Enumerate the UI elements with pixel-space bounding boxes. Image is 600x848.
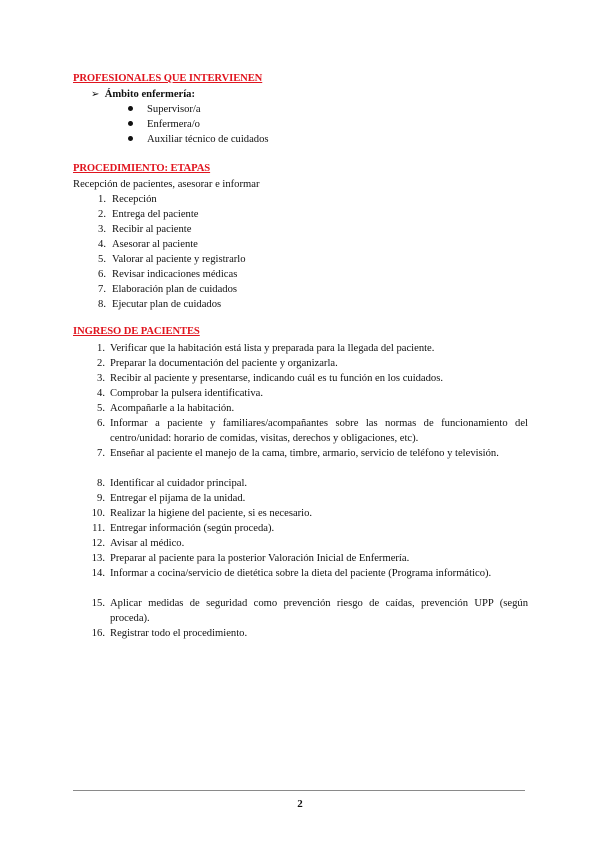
step-number: 12. xyxy=(91,538,105,549)
step-number: 13. xyxy=(91,553,105,564)
sub-heading-label: Ámbito enfermería: xyxy=(104,89,195,100)
step-text: Valorar al paciente y registrarlo xyxy=(112,254,246,265)
step-number: 8. xyxy=(98,299,106,310)
step-number: 4. xyxy=(97,388,105,399)
sub-heading-ambito xyxy=(91,87,195,102)
procedimiento-step xyxy=(88,237,198,252)
ingreso-step xyxy=(91,356,528,371)
step-text: Informar a paciente y familiares/acompañantes sobre las normas de funcionamiento del centro/unidad: horario de comidas, visitas, derechos y obligaciones, etc). xyxy=(110,418,528,444)
step-text: Comprobar la pulsera identificativa. xyxy=(110,388,263,399)
procedimiento-step xyxy=(88,222,191,237)
step-number: 11. xyxy=(92,523,105,534)
step-text: Asesorar al paciente xyxy=(112,239,198,250)
ingreso-step xyxy=(91,401,528,416)
list-item: Enfermera/o xyxy=(128,117,200,132)
step-number: 9. xyxy=(97,493,105,504)
step-text: Entregar información (según proceda). xyxy=(110,523,275,534)
step-text: Preparar la documentación del paciente y organizarla. xyxy=(110,358,338,369)
list-item: Supervisor/a xyxy=(128,102,201,117)
step-number: 1. xyxy=(97,343,105,354)
step-text: Informar a cocina/servicio de dietética sobre la dieta del paciente (Programa informático). xyxy=(110,568,492,579)
bullet-icon xyxy=(128,136,133,141)
ingreso-step xyxy=(91,341,528,356)
step-text: Enseñar al paciente el manejo de la cama, timbre, armario, servicio de teléfono y televisión. xyxy=(110,448,499,459)
step-text: Verificar que la habitación está lista y preparada para la llegada del paciente. xyxy=(110,343,435,354)
step-number: 1. xyxy=(98,194,106,205)
step-text: Aplicar medidas de seguridad como prevención riesgo de caídas, prevención UPP (según proceda). xyxy=(110,598,528,624)
ingreso-step xyxy=(91,521,528,536)
step-number: 15. xyxy=(91,598,105,609)
step-number: 2. xyxy=(97,358,105,369)
step-text: Realizar la higiene del paciente, si es necesario. xyxy=(110,508,313,519)
step-text: Preparar al paciente para la posterior Valoración Inicial de Enfermería. xyxy=(110,553,410,564)
step-number: 2. xyxy=(98,209,106,220)
step-number: 5. xyxy=(98,254,106,265)
procedimiento-step xyxy=(88,192,157,207)
ingreso-step xyxy=(91,551,528,566)
ingreso-step xyxy=(91,416,528,446)
step-number: 10. xyxy=(91,508,105,519)
step-text: Registrar todo el procedimiento. xyxy=(110,628,248,639)
footer-divider xyxy=(73,790,525,791)
step-number: 6. xyxy=(97,418,105,429)
step-number: 16. xyxy=(91,628,105,639)
step-text: Entrega del paciente xyxy=(112,209,199,220)
page-number: 2 xyxy=(297,798,303,810)
ingreso-step xyxy=(91,506,528,521)
list-item: Auxiliar técnico de cuidados xyxy=(128,132,269,147)
step-text: Revisar indicaciones médicas xyxy=(112,269,238,280)
bullet-icon xyxy=(128,106,133,111)
procedimiento-step xyxy=(88,267,237,282)
procedimiento-step xyxy=(88,282,237,297)
procedimiento-step xyxy=(88,207,198,222)
step-text: Ejecutar plan de cuidados xyxy=(112,299,222,310)
step-number: 7. xyxy=(98,284,106,295)
step-number: 3. xyxy=(98,224,106,235)
section-title-procedimiento: PROCEDIMIENTO: ETAPAS xyxy=(73,163,211,174)
step-text: Recibir al paciente xyxy=(112,224,192,235)
procedimiento-step xyxy=(88,252,246,267)
ingreso-step xyxy=(91,566,528,581)
step-number: 4. xyxy=(98,239,106,250)
step-number: 5. xyxy=(97,403,105,414)
step-text: Elaboración plan de cuidados xyxy=(112,284,238,295)
step-text: Recibir al paciente y presentarse, indicando cuál es tu función en los cuidados. xyxy=(110,373,443,384)
procedimiento-step xyxy=(88,297,221,312)
ingreso-step xyxy=(91,491,528,506)
ingreso-step xyxy=(91,536,528,551)
bullet-icon xyxy=(128,121,133,126)
step-number: 6. xyxy=(98,269,106,280)
section-title-profesionales: PROFESIONALES QUE INTERVIENEN xyxy=(73,73,263,84)
ingreso-step xyxy=(91,596,528,626)
step-number: 7. xyxy=(97,448,105,459)
step-text: Recepción xyxy=(112,194,157,205)
step-number: 3. xyxy=(97,373,105,384)
procedimiento-intro: Recepción de pacientes, asesorar e informar xyxy=(73,179,260,190)
ingreso-step xyxy=(91,626,528,641)
ingreso-step xyxy=(91,371,528,386)
ingreso-step xyxy=(91,386,528,401)
ingreso-step xyxy=(91,476,528,491)
section-title-ingreso: INGRESO DE PACIENTES xyxy=(73,326,200,337)
step-number: 8. xyxy=(97,478,105,489)
step-text: Avisar al médico. xyxy=(110,538,185,549)
step-text: Acompañarle a la habitación. xyxy=(110,403,235,414)
step-text: Identificar al cuidador principal. xyxy=(110,478,248,489)
ingreso-step xyxy=(91,446,528,461)
step-number: 14. xyxy=(91,568,105,579)
arrow-bullet-icon: ➢ xyxy=(91,89,100,100)
step-text: Entregar el pijama de la unidad. xyxy=(110,493,246,504)
